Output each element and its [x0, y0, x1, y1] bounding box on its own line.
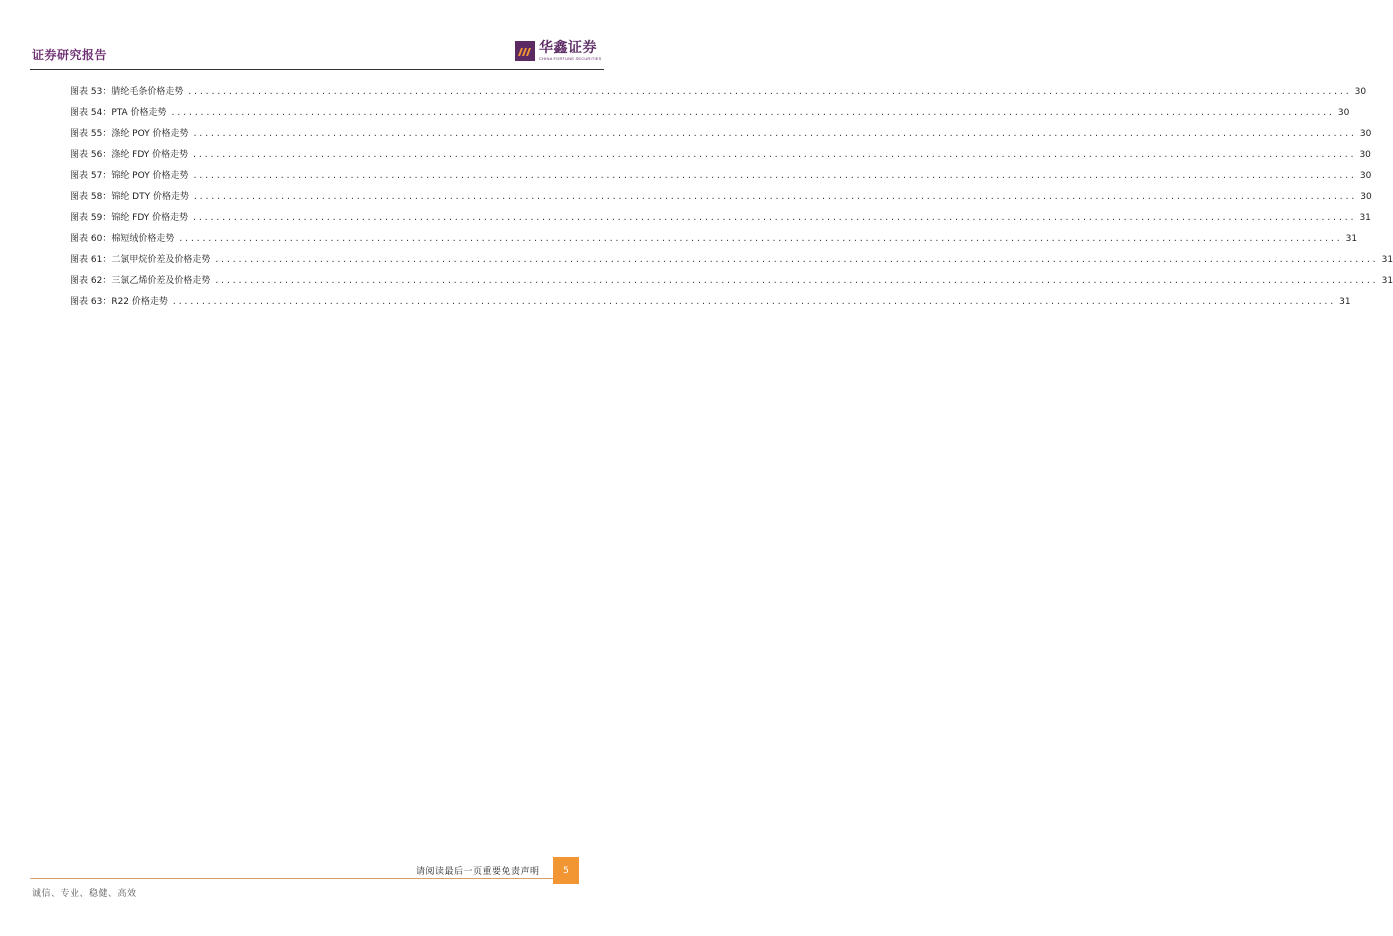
toc-entry-label: 图表 60：棉短绒价格走势: [70, 234, 175, 244]
toc-leader-dots: ........................................................................................................................................................................................................: [214, 276, 1378, 285]
toc-entry-label: 图表 61：二氯甲烷价差及价格走势: [70, 255, 211, 265]
toc-entry[interactable]: [70, 273, 1393, 294]
toc-entry[interactable]: [70, 126, 1372, 147]
report-type-title: 证券研究报告: [32, 48, 108, 62]
toc-entry[interactable]: [70, 84, 1367, 105]
toc-entry-page: 31: [1381, 255, 1393, 265]
toc-leader-dots: ........................................................................................................................................................................................................: [171, 297, 1336, 306]
logo-name: 华鑫证券: [539, 40, 597, 56]
toc-entry-page: 30: [1359, 150, 1371, 160]
toc-entry-page: 31: [1339, 297, 1351, 307]
toc-entry-label: 图表 56：涤纶 FDY 价格走势: [70, 150, 189, 160]
toc-entry-page: 31: [1359, 213, 1371, 223]
toc-entry-page: 30: [1359, 129, 1372, 139]
toc-entry[interactable]: [70, 252, 1393, 273]
hx-logo-icon: [515, 41, 535, 61]
toc-entry-label: 图表 55：涤纶 POY 价格走势: [70, 129, 189, 139]
toc-leader-dots: ........................................................................................................................................................................................................: [214, 255, 1378, 264]
toc-entry-label: 图表 57：锦纶 POY 价格走势: [70, 171, 189, 181]
toc-entry-page: 30: [1354, 87, 1367, 97]
toc-entry-page: 30: [1337, 108, 1350, 118]
table-of-figures: [70, 84, 1393, 315]
toc-entry-page: 31: [1381, 276, 1393, 286]
toc-entry[interactable]: [70, 231, 1358, 252]
disclaimer-note: 请阅读最后一页重要免责声明: [416, 867, 540, 877]
header-divider: [30, 69, 604, 70]
toc-entry-label: 图表 63：R22 价格走势: [70, 297, 168, 307]
page-number-badge: 5: [553, 857, 579, 884]
toc-leader-dots: ........................................................................................................................................................................................................: [192, 150, 1356, 159]
toc-entry[interactable]: [70, 105, 1350, 126]
toc-entry-label: 图表 59：锦纶 FDY 价格走势: [70, 213, 189, 223]
toc-leader-dots: ........................................................................................................................................................................................................: [192, 192, 1357, 201]
toc-entry-page: 30: [1360, 192, 1372, 202]
toc-entry-label: 图表 53：腈纶毛条价格走势: [70, 87, 184, 97]
logo-subtitle: CHINA FORTUNE SECURITIES: [539, 56, 602, 61]
toc-entry-page: 31: [1345, 234, 1358, 244]
toc-entry-label: 图表 58：锦纶 DTY 价格走势: [70, 192, 189, 202]
toc-leader-dots: ........................................................................................................................................................................................................: [192, 171, 1356, 180]
toc-entry[interactable]: [70, 147, 1371, 168]
toc-leader-dots: ........................................................................................................................................................................................................: [187, 87, 1351, 96]
toc-leader-dots: ........................................................................................................................................................................................................: [178, 234, 1342, 243]
toc-entry[interactable]: [70, 189, 1372, 210]
company-slogan: 诚信、专业、稳健、高效: [32, 889, 137, 899]
company-logo: [515, 41, 602, 61]
toc-entry-label: 图表 54：PTA 价格走势: [70, 108, 167, 118]
toc-leader-dots: ........................................................................................................................................................................................................: [192, 129, 1356, 138]
toc-leader-dots: ........................................................................................................................................................................................................: [192, 213, 1356, 222]
toc-leader-dots: ........................................................................................................................................................................................................: [170, 108, 1334, 117]
toc-entry-label: 图表 62：三氯乙烯价差及价格走势: [70, 276, 211, 286]
toc-entry[interactable]: [70, 294, 1351, 315]
toc-entry-page: 30: [1359, 171, 1372, 181]
toc-entry[interactable]: [70, 168, 1372, 189]
toc-entry[interactable]: [70, 210, 1371, 231]
footer-divider: [30, 878, 553, 879]
